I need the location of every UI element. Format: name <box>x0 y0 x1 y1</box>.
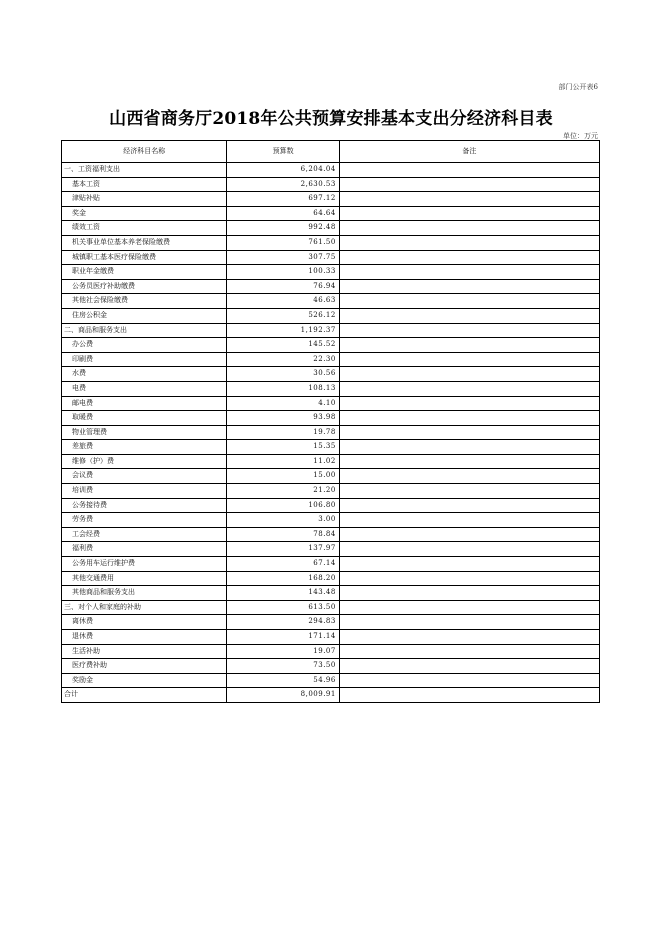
table-row <box>62 265 600 280</box>
row-amount-cell: 294.83 <box>227 615 339 630</box>
table-row <box>62 396 600 411</box>
row-note-cell <box>339 177 599 192</box>
row-note-cell <box>339 454 599 469</box>
row-note-cell <box>339 163 599 178</box>
row-name-cell: 福利费 <box>62 542 227 557</box>
table-row <box>62 352 600 367</box>
table-row <box>62 250 600 265</box>
row-note-cell <box>339 367 599 382</box>
table-row <box>62 308 600 323</box>
row-amount-cell: 992.48 <box>227 221 339 236</box>
row-name-cell: 离休费 <box>62 615 227 630</box>
row-name-cell: 物业管理费 <box>62 425 227 440</box>
row-note-cell <box>339 498 599 513</box>
row-note-cell <box>339 279 599 294</box>
row-name-cell: 差旅费 <box>62 440 227 455</box>
table-row <box>62 323 600 338</box>
row-amount-cell: 100.33 <box>227 265 339 280</box>
row-amount-cell: 4.10 <box>227 396 339 411</box>
row-amount-cell: 6,204.04 <box>227 163 339 178</box>
table-row <box>62 206 600 221</box>
doc-code: 部门公开表6 <box>558 83 598 91</box>
row-note-cell <box>339 586 599 601</box>
row-amount-cell: 15.00 <box>227 469 339 484</box>
row-name-cell: 一、工资福利支出 <box>62 163 227 178</box>
page-title: 山西省商务厅2018年公共预算安排基本支出分经济科目表 <box>109 109 553 129</box>
row-name-cell: 基本工资 <box>62 177 227 192</box>
row-name-cell: 劳务费 <box>62 513 227 528</box>
table-row <box>62 177 600 192</box>
row-amount-cell: 78.84 <box>227 527 339 542</box>
row-note-cell <box>339 221 599 236</box>
row-amount-cell: 613.50 <box>227 600 339 615</box>
row-note-cell <box>339 630 599 645</box>
row-amount-cell: 145.52 <box>227 338 339 353</box>
column-header-note: 备注 <box>339 141 599 163</box>
row-name-cell: 公务用车运行维护费 <box>62 557 227 572</box>
row-name-cell: 维修（护）费 <box>62 454 227 469</box>
table-row <box>62 279 600 294</box>
table-row <box>62 338 600 353</box>
row-name-cell: 其他社会保险缴费 <box>62 294 227 309</box>
row-name-cell: 取暖费 <box>62 411 227 426</box>
table-row <box>62 163 600 178</box>
row-note-cell <box>339 644 599 659</box>
table-row <box>62 192 600 207</box>
row-note-cell <box>339 600 599 615</box>
row-note-cell <box>339 294 599 309</box>
row-amount-cell: 64.64 <box>227 206 339 221</box>
table-row <box>62 527 600 542</box>
row-amount-cell: 11.02 <box>227 454 339 469</box>
row-note-cell <box>339 513 599 528</box>
row-amount-cell: 19.07 <box>227 644 339 659</box>
row-name-cell: 培训费 <box>62 484 227 499</box>
row-note-cell <box>339 673 599 688</box>
table-row <box>62 673 600 688</box>
table-row <box>62 513 600 528</box>
row-note-cell <box>339 484 599 499</box>
row-name-cell: 合计 <box>62 688 227 703</box>
table-row <box>62 630 600 645</box>
row-name-cell: 奖励金 <box>62 673 227 688</box>
row-name-cell: 办公费 <box>62 338 227 353</box>
row-note-cell <box>339 659 599 674</box>
row-amount-cell: 526.12 <box>227 308 339 323</box>
row-amount-cell: 137.97 <box>227 542 339 557</box>
row-note-cell <box>339 352 599 367</box>
row-amount-cell: 67.14 <box>227 557 339 572</box>
table-row <box>62 425 600 440</box>
row-name-cell: 公务员医疗补助缴费 <box>62 279 227 294</box>
table-row <box>62 600 600 615</box>
row-note-cell <box>339 192 599 207</box>
row-name-cell: 城镇职工基本医疗保险缴费 <box>62 250 227 265</box>
row-name-cell: 二、商品和服务支出 <box>62 323 227 338</box>
row-name-cell: 住房公积金 <box>62 308 227 323</box>
row-amount-cell: 30.56 <box>227 367 339 382</box>
row-amount-cell: 697.12 <box>227 192 339 207</box>
row-name-cell: 医疗费补助 <box>62 659 227 674</box>
row-name-cell: 邮电费 <box>62 396 227 411</box>
row-amount-cell: 761.50 <box>227 235 339 250</box>
row-name-cell: 水费 <box>62 367 227 382</box>
table-row <box>62 381 600 396</box>
table-header-row <box>62 141 600 163</box>
row-note-cell <box>339 250 599 265</box>
row-amount-cell: 143.48 <box>227 586 339 601</box>
column-header-amount: 预算数 <box>227 141 339 163</box>
row-name-cell: 生活补助 <box>62 644 227 659</box>
table-row <box>62 542 600 557</box>
row-amount-cell: 76.94 <box>227 279 339 294</box>
row-name-cell: 退休费 <box>62 630 227 645</box>
row-note-cell <box>339 542 599 557</box>
row-name-cell: 机关事业单位基本养老保险缴费 <box>62 235 227 250</box>
table-row <box>62 221 600 236</box>
budget-table <box>61 140 600 703</box>
row-amount-cell: 2,630.53 <box>227 177 339 192</box>
row-note-cell <box>339 323 599 338</box>
row-note-cell <box>339 469 599 484</box>
row-note-cell <box>339 615 599 630</box>
row-note-cell <box>339 396 599 411</box>
table-row <box>62 498 600 513</box>
row-amount-cell: 93.98 <box>227 411 339 426</box>
row-amount-cell: 171.14 <box>227 630 339 645</box>
row-note-cell <box>339 235 599 250</box>
row-name-cell: 其他交通费用 <box>62 571 227 586</box>
row-name-cell: 会议费 <box>62 469 227 484</box>
row-name-cell: 津贴补贴 <box>62 192 227 207</box>
column-header-name: 经济科目名称 <box>62 141 227 163</box>
table-row <box>62 659 600 674</box>
table-row <box>62 440 600 455</box>
table-row <box>62 644 600 659</box>
row-amount-cell: 168.20 <box>227 571 339 586</box>
table-row <box>62 557 600 572</box>
table-row <box>62 469 600 484</box>
row-amount-cell: 307.75 <box>227 250 339 265</box>
row-name-cell: 职业年金缴费 <box>62 265 227 280</box>
row-name-cell: 公务接待费 <box>62 498 227 513</box>
row-amount-cell: 3.00 <box>227 513 339 528</box>
row-amount-cell: 21.20 <box>227 484 339 499</box>
row-name-cell: 电费 <box>62 381 227 396</box>
row-note-cell <box>339 688 599 703</box>
row-amount-cell: 106.80 <box>227 498 339 513</box>
row-amount-cell: 1,192.37 <box>227 323 339 338</box>
row-note-cell <box>339 571 599 586</box>
unit-label: 单位：万元 <box>563 132 598 140</box>
row-amount-cell: 19.78 <box>227 425 339 440</box>
row-amount-cell: 46.63 <box>227 294 339 309</box>
row-note-cell <box>339 381 599 396</box>
row-name-cell: 印刷费 <box>62 352 227 367</box>
row-note-cell <box>339 527 599 542</box>
row-name-cell: 工会经费 <box>62 527 227 542</box>
row-note-cell <box>339 425 599 440</box>
row-name-cell: 奖金 <box>62 206 227 221</box>
table-row <box>62 411 600 426</box>
row-note-cell <box>339 338 599 353</box>
table-row <box>62 367 600 382</box>
row-amount-cell: 15.35 <box>227 440 339 455</box>
table-row <box>62 235 600 250</box>
table-row <box>62 454 600 469</box>
row-name-cell: 绩效工资 <box>62 221 227 236</box>
row-note-cell <box>339 206 599 221</box>
table-row <box>62 484 600 499</box>
row-name-cell: 三、对个人和家庭的补助 <box>62 600 227 615</box>
row-name-cell: 其他商品和服务支出 <box>62 586 227 601</box>
row-note-cell <box>339 411 599 426</box>
row-amount-cell: 8,009.91 <box>227 688 339 703</box>
table-body <box>62 163 600 703</box>
row-note-cell <box>339 440 599 455</box>
table-row <box>62 615 600 630</box>
row-amount-cell: 73.50 <box>227 659 339 674</box>
table-row <box>62 571 600 586</box>
row-note-cell <box>339 557 599 572</box>
table-row <box>62 586 600 601</box>
table-row <box>62 688 600 703</box>
row-amount-cell: 22.30 <box>227 352 339 367</box>
table-row <box>62 294 600 309</box>
row-note-cell <box>339 308 599 323</box>
row-amount-cell: 54.96 <box>227 673 339 688</box>
row-note-cell <box>339 265 599 280</box>
row-amount-cell: 108.13 <box>227 381 339 396</box>
